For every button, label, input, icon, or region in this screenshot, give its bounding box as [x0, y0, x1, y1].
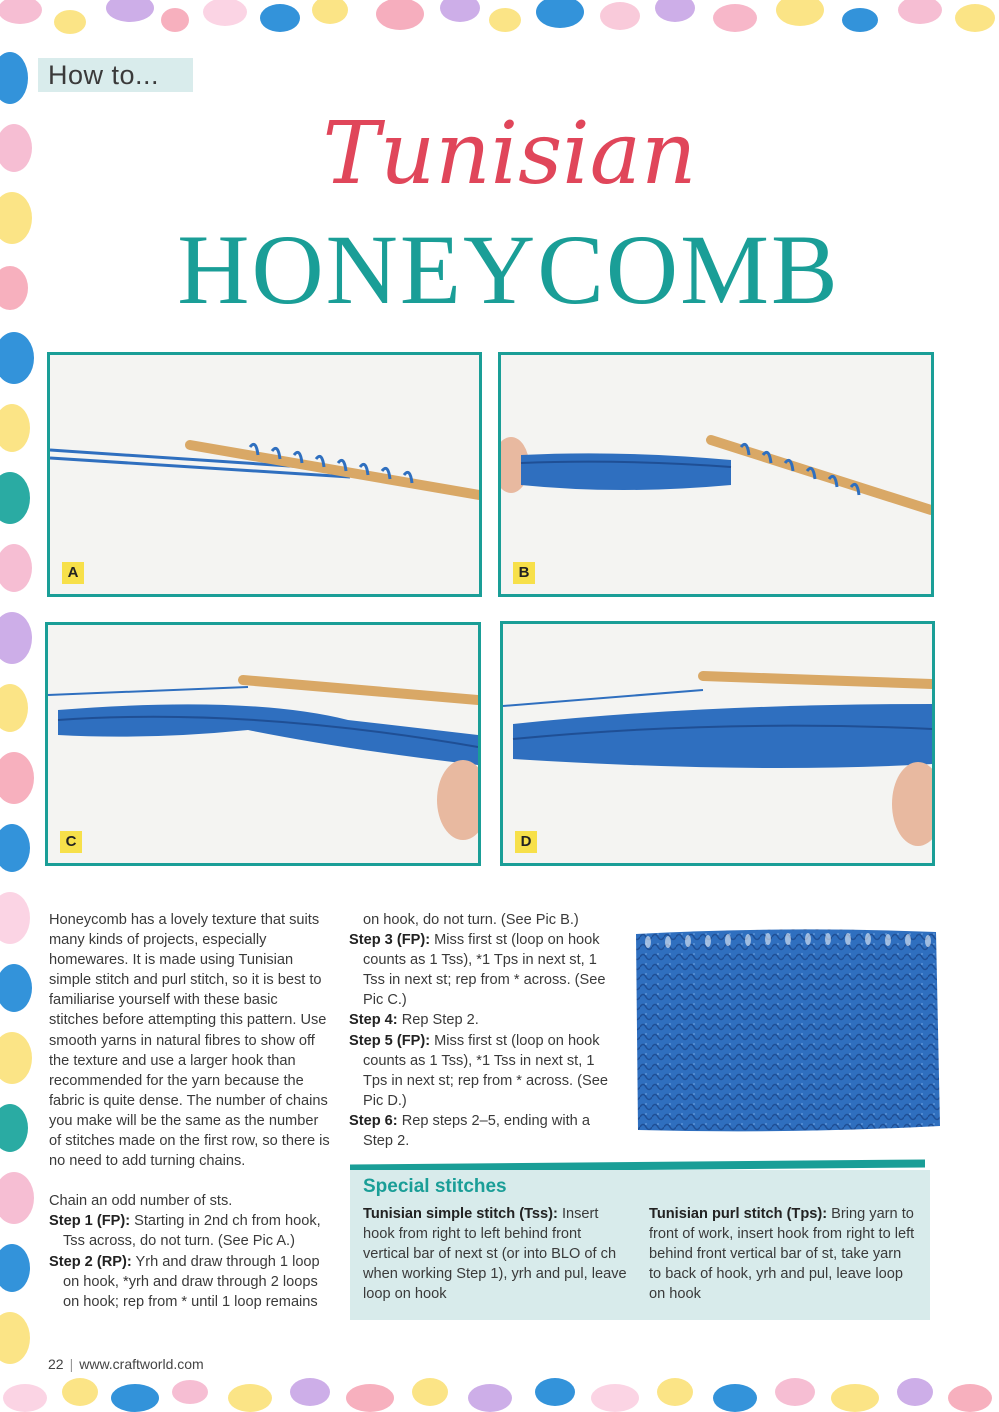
step-2-continued: on hook, do not turn. (See Pic B.) [363, 912, 579, 928]
step-label: Step 1 (FP): [49, 1213, 131, 1230]
section-tag: How to... [38, 58, 193, 92]
tps-definition [649, 1204, 917, 1304]
step-6 [349, 1111, 611, 1151]
tps-text: Bring yarn to front of work, insert hook from right to left behind front vertical bar of st, take yarn to back of hook, yrh and pul, leave loop on hook [649, 1206, 915, 1303]
crochet-hook-photo-icon [503, 624, 932, 863]
photo-a [47, 352, 482, 597]
steps-column [349, 910, 611, 1151]
step-label: Step 3 (FP): [349, 932, 431, 949]
chain-note: Chain an odd number of sts. [49, 1193, 233, 1210]
step-text: Miss first st (loop on hook counts as 1 Tss), *1 Tss in next st, 1 Tps in next st; rep from * across. (See Pic D.) [363, 1032, 608, 1109]
step-2 [49, 1252, 331, 1312]
photo-d [500, 621, 935, 866]
knitted-swatch-icon [628, 912, 948, 1142]
floral-pattern-icon [0, 0, 999, 38]
special-stitches-heading: Special stitches [363, 1176, 507, 1197]
title-script: Tunisian [322, 104, 697, 204]
step-label: Step 5 (FP): [349, 1032, 431, 1049]
photo-label: C [60, 831, 82, 853]
photo-b [498, 352, 934, 597]
step-text: Rep steps 2–5, ending with a Step 2. [363, 1112, 590, 1150]
tss-label: Tunisian simple stitch (Tss): [363, 1206, 558, 1222]
step-text: Starting in 2nd ch from hook, Tss across, do not turn. (See Pic A.) [63, 1213, 321, 1250]
step-label: Step 6: [349, 1112, 398, 1129]
step-4 [349, 1010, 611, 1030]
page-footer: 22 | www.craftworld.com [48, 1356, 204, 1372]
intro-column [49, 910, 331, 1312]
special-stitches-box [350, 1170, 930, 1320]
photo-label: D [515, 831, 537, 853]
photo-label: B [513, 562, 535, 584]
step-label: Step 2 (RP): [49, 1253, 132, 1270]
step-text: Yrh and draw through 1 loop on hook, *yrh and draw through 2 loops on hook; rep from * until 1 loop remains [63, 1253, 320, 1310]
floral-border-top [0, 0, 999, 38]
honeycomb-swatch-image [628, 912, 948, 1142]
tps-label: Tunisian purl stitch (Tps): [649, 1206, 828, 1222]
photo-c [45, 622, 481, 866]
floral-border-bottom [0, 1376, 999, 1412]
page-number: 22 [48, 1356, 64, 1372]
footer-url: www.craftworld.com [79, 1356, 204, 1372]
crochet-hook-photo-icon [50, 355, 479, 594]
floral-pattern-icon [0, 1376, 999, 1412]
step-label: Step 4: [349, 1012, 398, 1029]
step-text: Miss first st (loop on hook counts as 1 Tss), *1 Tps in next st, 1 Tss in next st; rep from * across. (See Pic C.) [363, 932, 606, 1009]
tss-definition [363, 1204, 631, 1304]
crochet-hook-photo-icon [501, 355, 931, 594]
step-text: Rep Step 2. [397, 1012, 479, 1029]
step-1 [49, 1211, 331, 1251]
title-main: HONEYCOMB [177, 214, 840, 325]
photo-label: A [62, 562, 84, 584]
step-5 [349, 1031, 611, 1111]
step-3 [349, 930, 611, 1010]
crochet-hook-photo-icon [48, 625, 478, 863]
tss-text: Insert hook from right to left behind front vertical bar of next st (or into BLO of ch when working Step 1), yrh and pul, leave loop on hook [363, 1206, 627, 1303]
intro-paragraph: Honeycomb has a lovely texture that suits many kinds of projects, especially homewares. It is made using Tunisian simple stitch and purl stitch, so it is best to familiarise yourself with these basic stitches before attempting this pattern. Use smooth yarns in natural fibres to show off the texture and use a larger hook than recommended for the yarn because the fabric is quite dense. The number of chains you make will be the same as the number of stitches made on the first row, so there is no need to add turning chains. [49, 912, 330, 1170]
